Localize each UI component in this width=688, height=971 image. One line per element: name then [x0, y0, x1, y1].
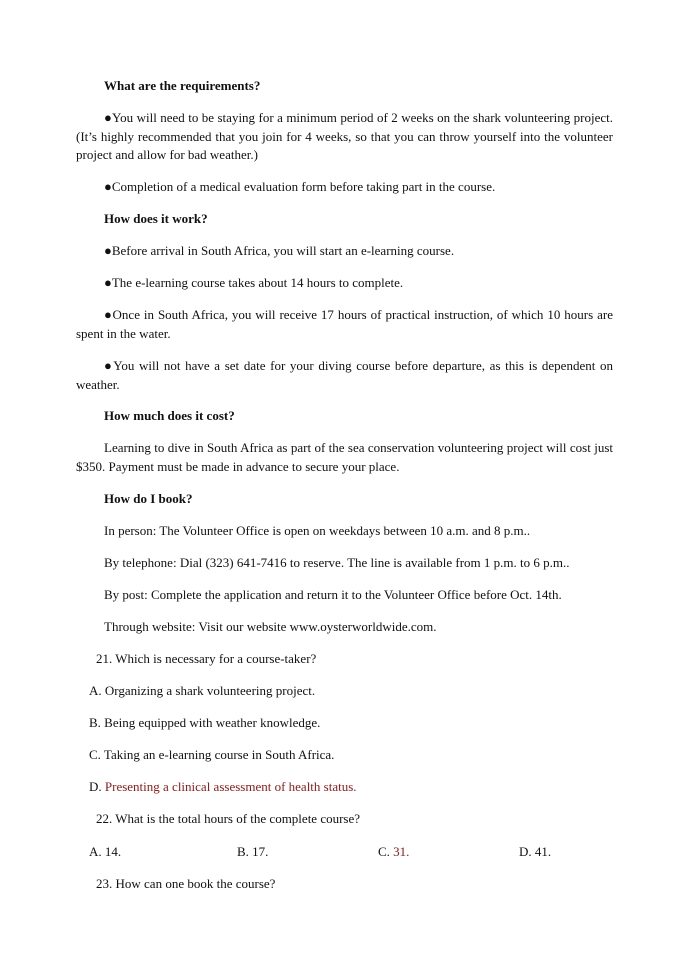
- how-it-works-heading: How does it work?: [104, 211, 208, 226]
- option-c-letter: C.: [378, 844, 390, 859]
- question-21-option-c: C. Taking an e-learning course in South Africa.: [89, 747, 335, 762]
- option-d-answer-text: Presenting a clinical assessment of health status.: [104, 779, 357, 794]
- requirements-heading: What are the requirements?: [104, 78, 261, 93]
- how-it-works-paragraph-3: ●Once in South Africa, you will receive 17 hours of practical instruction, of which 10 hours are spent in the water.: [76, 307, 613, 341]
- question-21-option-b: B. Being equipped with weather knowledge.: [89, 715, 321, 730]
- option-c-answer-text: 31.: [393, 844, 410, 859]
- question-21-option-a: A. Organizing a shark volunteering project.: [89, 683, 316, 698]
- how-it-works-paragraph-2: ●The e-learning course takes about 14 hours to complete.: [104, 275, 404, 290]
- question-22-option-c: [378, 844, 409, 860]
- question-22-option-d: D. 41.: [519, 844, 552, 859]
- booking-heading: How do I book?: [104, 491, 193, 506]
- cost-heading: How much does it cost?: [104, 408, 235, 423]
- question-22-stem: 22. What is the total hours of the complete course?: [96, 811, 361, 826]
- how-it-works-paragraph-4: ●You will not have a set date for your diving course before departure, as this is dependent on weather.: [76, 358, 613, 392]
- cost-paragraph: Learning to dive in South Africa as part of the sea conservation volunteering project will cost just $350. Payment must be made in advance to secure your place.: [76, 440, 613, 474]
- option-d-letter: D.: [89, 779, 102, 794]
- booking-telephone: By telephone: Dial (323) 641-7416 to reserve. The line is available from 1 p.m. to 6 p.m..: [104, 555, 570, 570]
- question-21-stem: 21. Which is necessary for a course-taker?: [96, 651, 317, 666]
- question-21-option-d: [89, 779, 357, 795]
- how-it-works-paragraph-1: ●Before arrival in South Africa, you will start an e-learning course.: [104, 243, 455, 258]
- requirements-paragraph-1: ●You will need to be staying for a minimum period of 2 weeks on the shark volunteering project. (It’s highly recommended that you join for 4 weeks, so that you can throw yourself into the volunteer project and allow for bad weather.): [76, 110, 613, 162]
- booking-in-person: In person: The Volunteer Office is open on weekdays between 10 a.m. and 8 p.m..: [104, 523, 531, 538]
- requirements-paragraph-2: ●Completion of a medical evaluation form before taking part in the course.: [104, 179, 496, 194]
- question-22-option-b: B. 17.: [237, 844, 269, 859]
- booking-website: Through website: Visit our website www.oysterworldwide.com.: [104, 619, 437, 634]
- booking-post: By post: Complete the application and return it to the Volunteer Office before Oct. 14th.: [104, 587, 562, 602]
- question-22-option-a: A. 14.: [89, 844, 122, 859]
- question-23-stem: 23. How can one book the course?: [96, 876, 276, 891]
